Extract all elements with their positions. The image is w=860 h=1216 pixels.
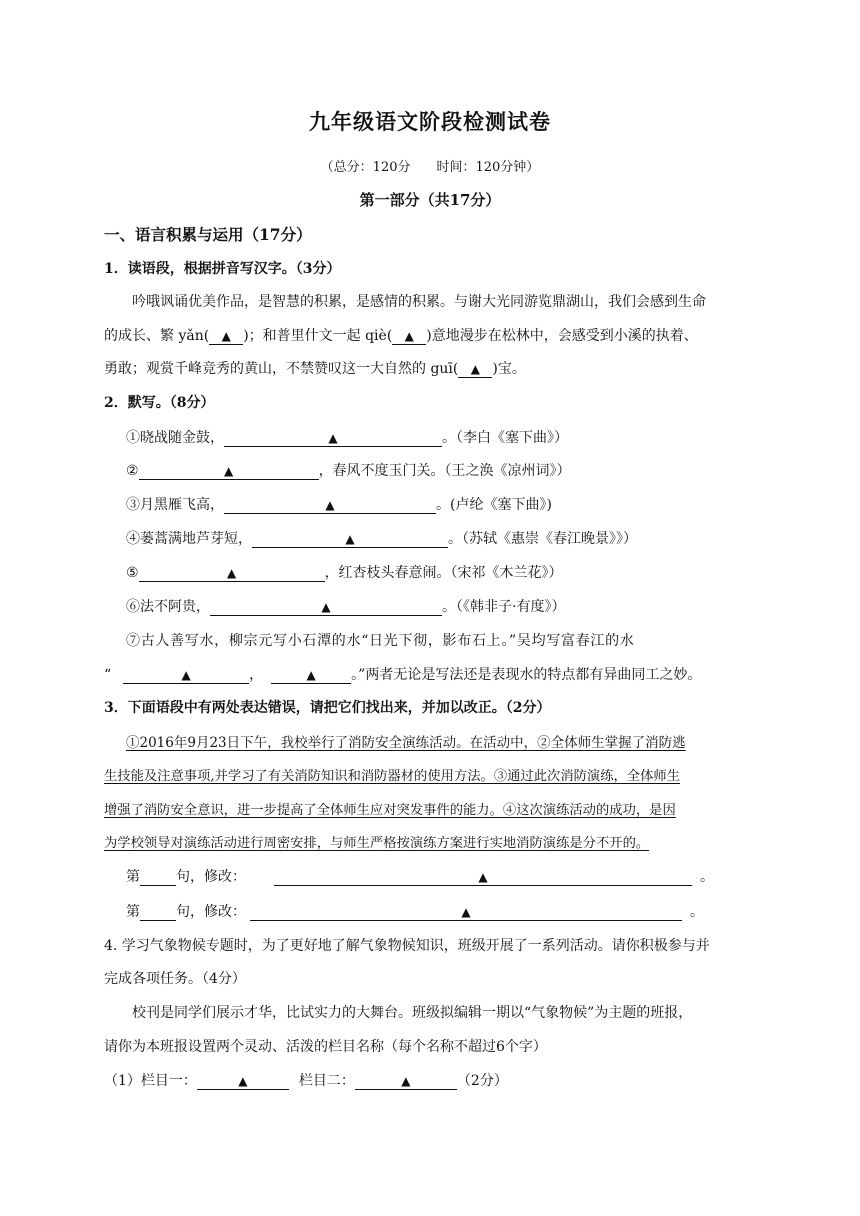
sentence-number-blank[interactable] bbox=[140, 869, 176, 886]
q4-passage-line: 请你为本班报设置两个灵动、活泼的栏目名称（每个名称不超过6个字） bbox=[104, 1039, 547, 1055]
answer-blank[interactable]: ▲ bbox=[139, 566, 325, 582]
answer-blank[interactable]: ▲ bbox=[224, 498, 436, 514]
item-text: ， bbox=[249, 667, 264, 683]
dictation-item bbox=[126, 494, 552, 514]
item-text: ⑤ bbox=[126, 565, 139, 581]
part-heading: 第一部分（共17分） bbox=[359, 191, 501, 209]
item-text: 。（《韩非子·有度》） bbox=[442, 599, 566, 615]
dictation-item bbox=[126, 460, 571, 480]
item-text: ⑥法不阿贵， bbox=[126, 599, 210, 615]
q4-passage-line: 校刊是同学们展示才华，比试实力的大舞台。班级拟编辑一期以“气象物候”为主题的班报， bbox=[132, 1005, 693, 1021]
item-text: ④蒌蒿满地芦芽短， bbox=[126, 531, 252, 547]
answer-blank[interactable]: ▲ bbox=[210, 600, 442, 616]
answer-label: 第 bbox=[126, 869, 140, 885]
q3-passage-line: 为学校领导对演练活动进行周密安排，与师生严格按演练方案进行实地消防演练是分不开的。 bbox=[104, 836, 650, 851]
q4-stem-line: 4. 学习气象物候专题时，为了更好地了解气象物候知识，班级开展了一系列活动。请你积极参与并 bbox=[104, 938, 710, 954]
dictation-item bbox=[126, 562, 563, 582]
item-text: ③月黑雁飞高， bbox=[126, 497, 224, 513]
answer-label: 第 bbox=[126, 904, 140, 920]
q1-text: 的成长、繁 yǎn( bbox=[104, 328, 210, 344]
section-heading: 一、语言积累与运用（17分） bbox=[104, 225, 312, 244]
item-text: ①晓战随金鼓， bbox=[126, 430, 224, 446]
answer-blank[interactable]: ▲ bbox=[274, 870, 692, 886]
answer-blank[interactable]: ▲ bbox=[123, 668, 249, 684]
item-text: “ bbox=[104, 667, 112, 683]
q1-passage-line: 吟哦讽诵优美作品，是智慧的积累，是感情的积累。与谢大光同游览鼎湖山，我们会感到生命 bbox=[132, 294, 706, 310]
answer-blank[interactable]: ▲ bbox=[355, 1074, 457, 1090]
q3-answer-row bbox=[126, 866, 714, 886]
dictation-item bbox=[126, 528, 637, 548]
q4-answer-row bbox=[104, 1070, 508, 1090]
item-text: 。（苏轼《惠崇《春江晚景》》） bbox=[448, 531, 637, 547]
dictation-item: ⑦古人善写水，柳宗元写小石潭的水“日光下彻，影布石上。”吴均写富春江的水 bbox=[126, 633, 635, 649]
dictation-item bbox=[104, 664, 701, 684]
answer-label: 栏目二： bbox=[298, 1073, 355, 1089]
answer-blank[interactable]: ▲ bbox=[271, 668, 351, 684]
q1-passage-line bbox=[104, 325, 698, 345]
item-text: 。”两者无论是写法还是表现水的特点都有异曲同工之妙。 bbox=[351, 667, 702, 683]
answer-blank[interactable]: ▲ bbox=[252, 532, 448, 548]
answer-blank[interactable]: ▲ bbox=[250, 905, 682, 921]
answer-blank[interactable]: ▲ bbox=[224, 431, 442, 447]
dictation-item bbox=[126, 596, 565, 616]
item-text: ，春风不度玉门关。（王之涣《凉州词》） bbox=[318, 463, 571, 479]
page-title: 九年级语文阶段检测试卷 bbox=[309, 109, 551, 134]
q3-answer-row bbox=[126, 901, 704, 921]
q3-passage-line: 增强了消防安全意识，进一步提高了全体师生应对突发事件的能力。④这次演练活动的成功，是因 bbox=[104, 803, 676, 818]
answer-blank[interactable]: ▲ bbox=[197, 1074, 289, 1090]
answer-blank[interactable]: ▲ bbox=[209, 329, 243, 345]
answer-label: 。 bbox=[690, 904, 704, 920]
answer-label: 。 bbox=[700, 869, 714, 885]
answer-blank[interactable]: ▲ bbox=[139, 464, 319, 480]
dictation-item bbox=[126, 427, 568, 447]
q1-text: )意地漫步在松林中，会感受到小溪的执着、 bbox=[426, 328, 698, 344]
q4-stem-line: 完成各项任务。（4分） bbox=[104, 971, 246, 987]
answer-label: （2分） bbox=[456, 1073, 508, 1089]
answer-label: （1）栏目一： bbox=[104, 1073, 197, 1089]
q3-stem: 3．下面语段中有两处表达错误，请把它们找出来，并加以改正。（2分） bbox=[104, 700, 551, 716]
q3-passage-line: ①2016年9月23日下午，我校举行了消防安全演练活动。在活动中，②全体师生掌握了消防逃 bbox=[126, 735, 686, 751]
answer-blank[interactable]: ▲ bbox=[392, 329, 426, 345]
q1-text: )宝。 bbox=[492, 361, 526, 377]
q1-passage-line bbox=[104, 358, 526, 378]
q1-text: )；和普里什文一起 qiè( bbox=[243, 328, 393, 344]
item-text: ，红杏枝头春意闹。（宋祁《木兰花》） bbox=[324, 565, 563, 581]
q3-passage-line: 生技能及注意事项,并学习了有关消防知识和消防器材的使用方法。③通过此次消防演练，全体师生 bbox=[104, 769, 680, 784]
answer-label: 句，修改： bbox=[176, 869, 246, 885]
item-text: ② bbox=[126, 463, 139, 479]
item-text: 。(卢纶《塞下曲》) bbox=[436, 497, 552, 513]
answer-blank[interactable]: ▲ bbox=[458, 362, 492, 378]
q1-stem: 1．读语段，根据拼音写汉字。（3分） bbox=[104, 261, 341, 277]
q1-text: 勇敢；观赏千峰竞秀的黄山，不禁赞叹这一大自然的 guī( bbox=[104, 361, 459, 377]
sentence-number-blank[interactable] bbox=[140, 904, 176, 921]
q2-stem: 2．默写。（8分） bbox=[104, 395, 215, 411]
answer-label: 句，修改： bbox=[176, 904, 246, 920]
score-time-info: （总分：120分 时间：120分钟） bbox=[320, 160, 540, 175]
item-text: 。（李白《塞下曲》） bbox=[442, 430, 568, 446]
